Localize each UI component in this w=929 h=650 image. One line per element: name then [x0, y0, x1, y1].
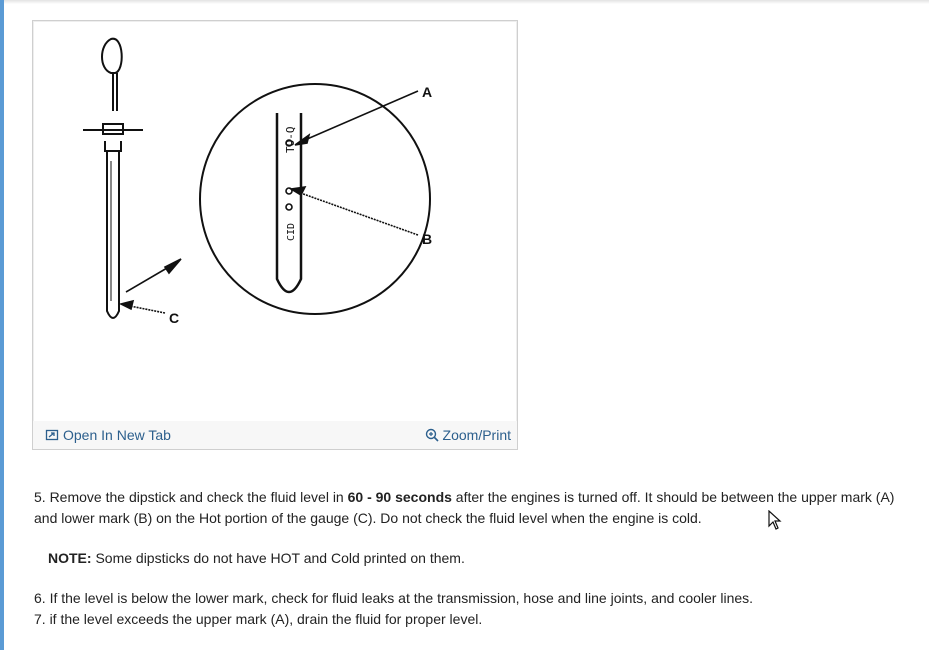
- step-5-paragraph: [34, 487, 914, 529]
- zoom-print-link[interactable]: [425, 427, 511, 443]
- external-link-icon: [45, 428, 59, 442]
- svg-text:CID: CID: [286, 222, 297, 241]
- mouse-cursor-icon: [768, 510, 782, 530]
- step-5-text-start: 5. Remove the dipstick and check the fluid level in: [34, 489, 348, 505]
- left-accent-bar: [0, 0, 4, 650]
- article-body: [34, 487, 914, 630]
- note-text: Some dipsticks do not have HOT and Cold printed on them.: [91, 550, 465, 566]
- figure-footer: [33, 421, 517, 449]
- open-in-new-tab-label: Open In New Tab: [63, 427, 171, 443]
- step-5-text-end: after the engines is turned off. It should be between the upper mark (A) and lower mark (B) on the Hot portion of the gauge (C). Do not check the fluid level when the engine is cold.: [34, 489, 895, 526]
- callout-c: C: [169, 310, 180, 326]
- zoom-in-icon: [425, 428, 439, 442]
- top-shadow: [4, 0, 929, 4]
- open-in-new-tab-link[interactable]: [45, 427, 171, 443]
- dipstick-figure: [32, 20, 518, 450]
- step-7-item: 7. if the level exceeds the upper mark (A), drain the fluid for proper level.: [34, 611, 483, 627]
- callout-b: B: [422, 231, 433, 247]
- callout-a: A: [422, 84, 433, 100]
- note-paragraph: [48, 548, 914, 569]
- dipstick-diagram: [33, 21, 517, 419]
- step-5-time-highlight: 60 - 90 seconds: [347, 489, 452, 505]
- steps-list: [34, 588, 914, 630]
- svg-text:TO-Q: TO-Q: [284, 126, 297, 153]
- zoom-print-label: Zoom/Print: [442, 427, 511, 443]
- note-label: NOTE:: [48, 550, 92, 566]
- step-6-item: 6. If the level is below the lower mark, check for fluid leaks at the transmission, hose and line joints, and cooler lines.: [34, 590, 754, 606]
